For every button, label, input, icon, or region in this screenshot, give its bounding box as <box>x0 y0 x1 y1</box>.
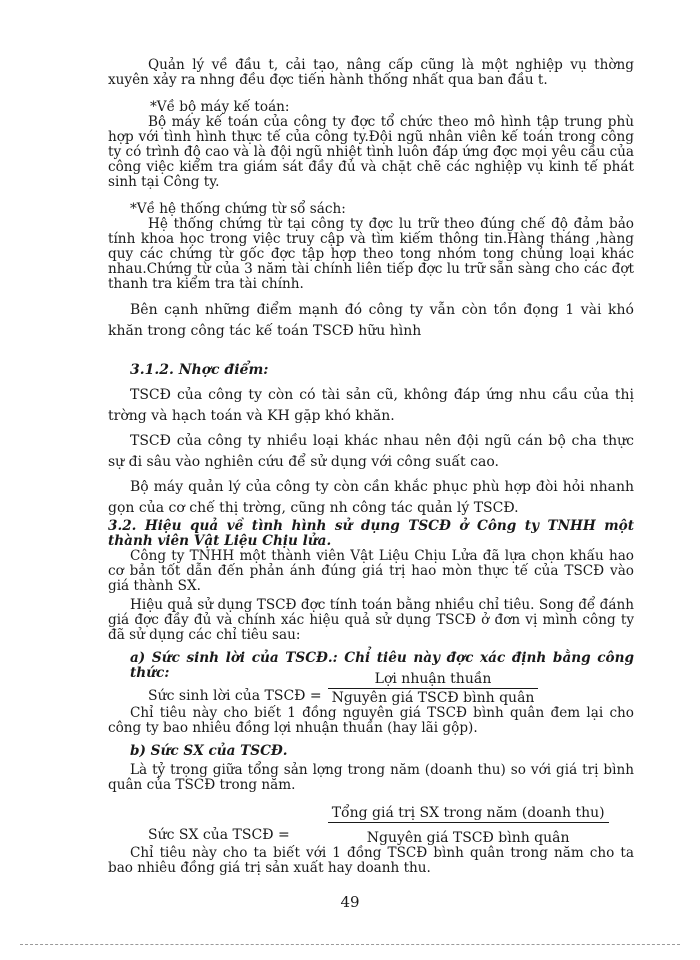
heading-hieu-qua-su-dung: 3.2. Hiệu quả về tình hình sử dụng TSCĐ ở Công ty TNHH một thành viên Vật Liệu Chịu lửa. <box>108 518 634 549</box>
document-page <box>108 58 634 876</box>
paragraph-he-thong-chung-tu: Hệ thống chứng từ tại công ty đợc lu trữ theo đúng chế độ đảm bảo tính khoa học trong việc truy cập và tìm kiếm thông tin.Hàng tháng ,hàng quy các chứng từ gốc đợc tập hợp theo tong nhóm tong chủng loại khác nhau.Chứng từ của 3 năm tài chính liên tiếp đợc lu trữ sẵn sàng cho các đợt thanh tra kiểm tra tài chính. <box>108 216 634 292</box>
paragraph-dau-tu: Quản lý về đầu t, cải tạo, nâng cấp cũng là một nghiệp vụ thờng xuyên xảy ra nhng đều đợc tiến hành thống nhất qua ban đầu t. <box>108 57 634 88</box>
formula-denominator: Nguyên giá TSCĐ bình quân <box>366 830 570 846</box>
formula-label: Sức SX của TSCĐ = <box>148 826 290 843</box>
paragraph-y-nghia-suc-san-xuat: Chỉ tiêu này cho ta biết với 1 đồng TSCĐ bình quân trong năm cho ta bao nhiêu đồng giá trị sản xuất hay doanh thu. <box>108 845 634 876</box>
formula-numerator: Lợi nhuận thuần <box>374 671 492 687</box>
paragraph-y-nghia-suc-sinh-loi: Chỉ tiêu này cho biết 1 đồng nguyên giá TSCĐ bình quân đem lại cho công ty bao nhiêu đồng lợi nhuận thuần (hay lãi gộp). <box>108 705 634 736</box>
paragraph-khau-hao: Công ty TNHH một thành viên Vật Liệu Chịu Lửa đã lựa chọn khấu hao cơ bản tốt dẫn đến phản ánh đúng giá trị hao mòn thực tế của TSCĐ vào giá thành SX. <box>108 548 634 594</box>
formula-numerator: Tổng giá trị SX trong năm (doanh thu) <box>331 805 605 821</box>
formula-label: Sức sinh lời của TSCĐ = <box>148 687 322 704</box>
formula-fraction <box>328 805 609 846</box>
formula-suc-san-xuat <box>108 805 634 846</box>
heading-suc-san-xuat: b) Sức SX của TSCĐ. <box>130 743 288 759</box>
formula-denominator: Nguyên giá TSCĐ bình quân <box>331 690 535 706</box>
heading-suc-sinh-loi: a) Sức sinh lời của TSCĐ.: Chỉ tiêu này đợc xác định bằng công thức: <box>130 650 634 681</box>
heading-nhuoc-diem: 3.1.2. Nhợc điểm: <box>130 362 269 378</box>
paragraph-chi-tieu: Hiệu quả sử dụng TSCĐ đợc tính toán bằng nhiều chỉ tiêu. Song để đánh giá đợc đầy đủ và chính xác hiệu quả sử dụng TSCĐ ở đơn vị mình công ty đã sử dụng các chỉ tiêu sau: <box>108 597 634 643</box>
paragraph-nhuoc-diem-3: Bộ máy quản lý của công ty còn cần khắc phục phù hợp đòi hỏi nhanh gọn của cơ chế thị trờng, cũng nh công tác quản lý TSCĐ. <box>108 479 634 516</box>
paragraph-ben-canh: Bên cạnh những điểm mạnh đó công ty vẫn còn tồn đọng 1 vài khó khăn trong công tác kế toán TSCĐ hữu hình <box>108 302 634 339</box>
footer-divider <box>20 944 680 945</box>
page-number: 49 <box>340 893 360 911</box>
heading-bo-may-ke-toan: *Về bộ máy kế toán: <box>150 99 290 115</box>
formula-fraction <box>328 671 539 706</box>
paragraph-nhuoc-diem-1: TSCĐ của công ty còn có tài sản cũ, không đáp ứng nhu cầu của thị trờng và hạch toán và KH gặp khó khăn. <box>108 387 634 424</box>
formula-suc-sinh-loi <box>108 671 634 706</box>
paragraph-bo-may-ke-toan: Bộ máy kế toán của công ty đợc tổ chức theo mô hình tập trung phù hợp với tình hình thực tế của công ty.Đội ngũ nhân viên kế toán trong công ty có trình độ cao và là đội ngũ nhiệt tình luôn đáp ứng đợc mọi yêu cầu của công việc kiểm tra giám sát đầy đủ và chặt chẽ các nghiệp vụ kinh tế phát sinh tại Công ty. <box>108 114 634 190</box>
paragraph-nhuoc-diem-2: TSCĐ của công ty nhiều loại khác nhau nên đội ngũ cán bộ cha thực sự đi sâu vào nghiên cứu để sử dụng với công suất cao. <box>108 433 634 470</box>
fraction-bar <box>328 822 609 823</box>
paragraph-ty-trong: Là tỷ trọng giữa tổng sản lợng trong năm (doanh thu) so với giá trị bình quân của TSCĐ trong năm. <box>108 762 634 793</box>
heading-he-thong-chung-tu: *Về hệ thống chứng từ sổ sách: <box>130 201 346 217</box>
